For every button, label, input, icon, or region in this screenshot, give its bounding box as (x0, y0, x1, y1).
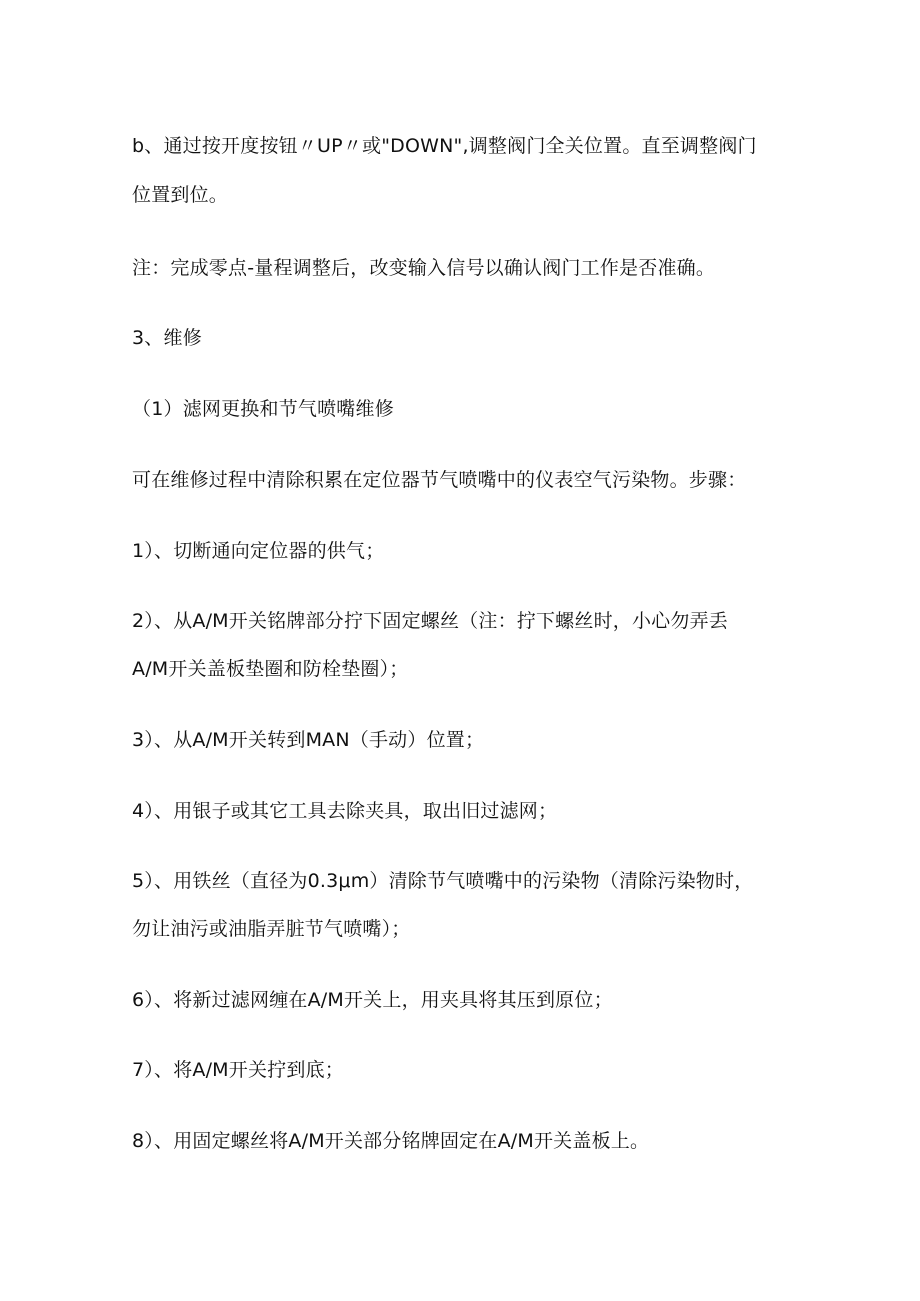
paragraph-note: 注：完成零点-量程调整后，改变输入信号以确认阀门工作是否准确。 (132, 257, 716, 279)
step-1: 1）、切断通向定位器的供气； (132, 540, 385, 562)
step-5-line-2: 勿让油污或油脂弄脏节气喷嘴）； (132, 918, 411, 940)
paragraph-valve-close-adjust-line-2: 位置到位。 (132, 184, 229, 206)
paragraph-intro-steps: 可在维修过程中清除积累在定位器节气喷嘴中的仪表空气污染物。步骤： (132, 469, 747, 491)
step-8: 8）、用固定螺丝将A/M开关部分铭牌固定在A/M开关盖板上。 (132, 1130, 650, 1152)
step-2-line-2: A/M开关盖板垫圈和防栓垫圈）； (132, 658, 409, 680)
step-2-line-1: 2）、从A/M开关铭牌部分拧下固定螺丝（注：拧下螺丝时，小心勿弄丢 (132, 610, 728, 632)
step-3: 3）、从A/M开关转到MAN（手动）位置； (132, 729, 485, 751)
step-5-line-1: 5）、用铁丝（直径为0.3μm）清除节气喷嘴中的污染物（清除污染物时， (132, 870, 754, 892)
paragraph-valve-close-adjust-line-1: b、通过按开度按钮〃UP〃或"DOWN",调整阀门全关位置。直至调整阀门 (132, 135, 757, 157)
step-7: 7）、将A/M开关拧到底； (132, 1059, 344, 1081)
step-4: 4）、用银子或其它工具去除夹具，取出旧过滤网； (132, 800, 558, 822)
subsection-heading-filter-nozzle: （1）滤网更换和节气喷嘴维修 (132, 398, 394, 420)
section-heading-maintenance: 3、维修 (132, 327, 202, 349)
step-6: 6）、将新过滤网缠在A/M开关上，用夹具将其压到原位； (132, 989, 613, 1011)
